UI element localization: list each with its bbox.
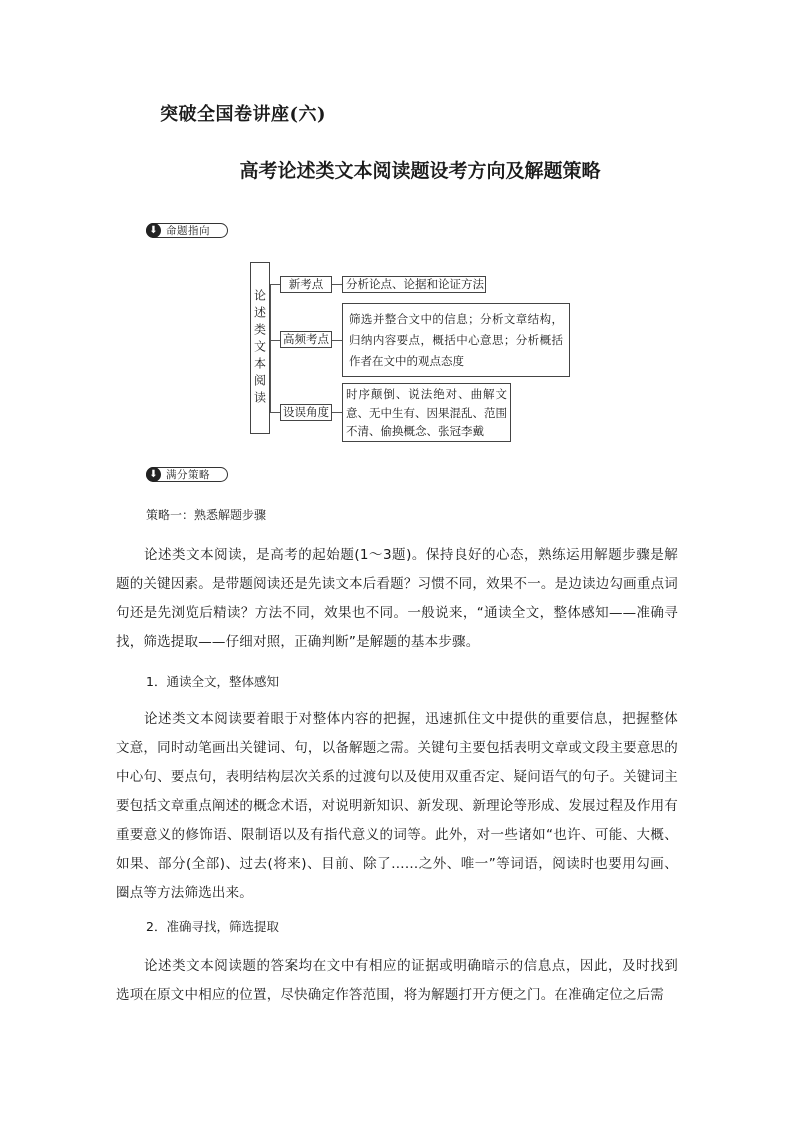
branch-detail-box: 分析论点、论据和论证方法	[342, 276, 486, 293]
page-title: 高考论述类文本阅读题设考方向及解题策略	[239, 160, 601, 182]
badge-label: 满分策略	[166, 469, 210, 481]
connector	[270, 340, 280, 341]
strategy-heading: 策略一：熟悉解题步骤	[146, 508, 267, 522]
step-heading: 1．通读全文，整体感知	[146, 674, 279, 689]
down-arrow-icon: ⬇	[146, 223, 161, 238]
paragraph: 论述类文本阅读，是高考的起始题(1～3题)。保持良好的心态，熟练运用解题步骤是解题的关键因素。是带题阅读还是先读文本后看题？习惯不同，效果不一。是边读边勾画重点词句还是先浏览后精读？方法不同，效果也不同。一般说来，“通读全文，整体感知——准确寻找，筛选提取——仔细对照，正确判断”是解题的基本步骤。	[116, 547, 678, 650]
branch-label-box: 设误角度	[280, 404, 332, 421]
series-title: 突破全国卷讲座(六)	[160, 104, 327, 125]
branch-label-box: 新考点	[280, 276, 332, 293]
connector	[332, 340, 342, 341]
diagram-root-label: 论述类文本阅读	[252, 288, 267, 408]
connector	[270, 412, 280, 413]
diagram-trunk	[270, 284, 271, 412]
connector	[332, 412, 342, 413]
connector	[270, 284, 280, 285]
diagram-root-box	[250, 262, 270, 434]
step-heading: 2．准确寻找，筛选提取	[146, 919, 279, 934]
paragraph: 论述类文本阅读要着眼于对整体内容的把握，迅速抓住文中提供的重要信息，把握整体文意，同时动笔画出关键词、句，以备解题之需。关键句主要包括表明文章或文段主要意思的中心句、要点句，表明结构层次关系的过渡句以及使用双重否定、疑问语气的句子。关键词主要包括文章重点阐述的概念术语，对说明新知识、新发现、新理论等形成、发展过程及作用有重要意义的修饰语、限制语以及有指代意义的词等。此外，对一些诸如“也许、可能、大概、如果、部分(全部)、过去(将来)、目前、除了……之外、唯一”等词语，阅读时也要用勾画、圈点等方法筛选出来。	[116, 711, 678, 901]
connector	[332, 284, 342, 285]
section-badge-strategy	[146, 467, 228, 482]
down-arrow-icon: ⬇	[146, 467, 161, 482]
section-badge-guide	[146, 223, 228, 238]
branch-detail-box: 筛选并整合文中的信息；分析文章结构，归纳内容要点，概括中心意思；分析概括作者在文中的观点态度	[342, 303, 570, 377]
branch-detail-box: 时序颠倒、说法绝对、曲解文意、无中生有、因果混乱、范围不清、偷换概念、张冠李戴	[342, 383, 511, 442]
paragraph: 论述类文本阅读题的答案均在文中有相应的证据或明确暗示的信息点，因此，及时找到选项在原文中相应的位置，尽快确定作答范围，将为解题打开方便之门。在准确定位之后需	[116, 958, 678, 1003]
branch-label-box: 高频考点	[280, 331, 332, 348]
badge-label: 命题指向	[166, 225, 210, 237]
